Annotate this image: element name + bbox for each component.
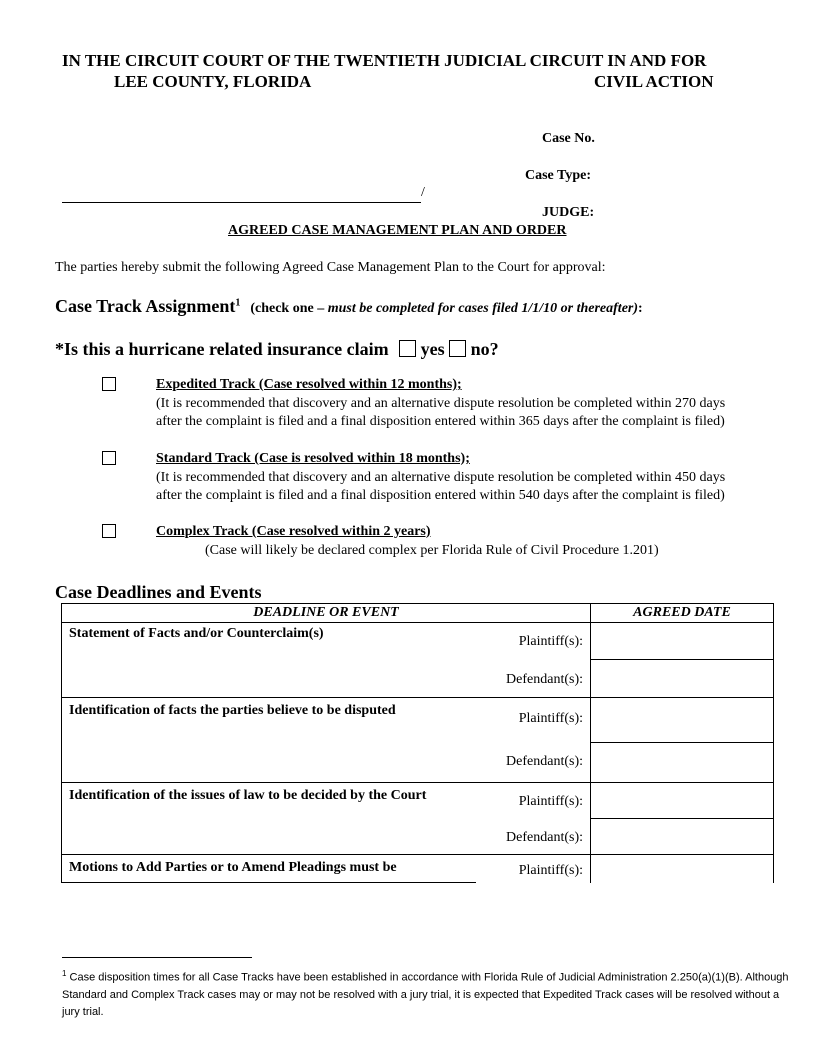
case-number-label: Case No.	[542, 131, 595, 146]
hurricane-yes-checkbox[interactable]	[399, 340, 416, 357]
date-divider-2	[590, 742, 774, 743]
footnote-number: 1	[62, 969, 67, 978]
row1-defendant-label: Defendant(s):	[506, 672, 583, 687]
hurricane-no-checkbox[interactable]	[449, 340, 466, 357]
date-divider-3	[590, 818, 774, 819]
row4-plaintiff-label: Plaintiff(s):	[518, 863, 583, 878]
expedited-track-title: Expedited Track (Case resolved within 12 months);	[156, 377, 462, 392]
row2-defendant-label: Defendant(s):	[506, 754, 583, 769]
row3-plaintiff-date[interactable]	[592, 784, 772, 817]
court-header-line1: IN THE CIRCUIT COURT OF THE TWENTIETH JUDICIAL CIRCUIT IN AND FOR	[62, 51, 707, 70]
track-note-prefix: (check one –	[250, 301, 328, 316]
column-header-date: AGREED DATE	[633, 605, 731, 620]
row-border-4	[61, 882, 476, 883]
complex-track-checkbox[interactable]	[102, 524, 116, 538]
document-title: AGREED CASE MANAGEMENT PLAN AND ORDER	[228, 223, 567, 238]
table-header-border	[61, 622, 774, 623]
expedited-track-description: (It is recommended that discovery and an alternative dispute resolution be completed within 270 days after the complaint is filed and a final disposition entered within 365 days after the complaint is filed)	[156, 396, 726, 429]
row2-plaintiff-date[interactable]	[592, 699, 772, 741]
complex-track-title: Complex Track (Case resolved within 2 years)	[156, 524, 431, 539]
row-border-1	[61, 697, 774, 698]
row4-plaintiff-date[interactable]	[592, 856, 772, 882]
caption-slash: /	[421, 185, 425, 200]
footnote	[62, 965, 797, 1021]
track-note-italic: must be completed for cases filed 1/1/10 or thereafter)	[327, 301, 639, 316]
hurricane-question	[55, 339, 499, 360]
table-top-border	[61, 603, 774, 604]
row-label-issues-of-law: Identification of the issues of law to be decided by the Court	[69, 788, 427, 803]
row3-defendant-label: Defendant(s):	[506, 830, 583, 845]
complex-track-description: (Case will likely be declared complex per Florida Rule of Civil Procedure 1.201)	[205, 543, 659, 558]
standard-track-title: Standard Track (Case is resolved within 18 months);	[156, 451, 470, 466]
date-divider-1	[590, 659, 774, 660]
case-type-label: Case Type:	[525, 168, 591, 183]
judge-label: JUDGE:	[542, 205, 595, 220]
footnote-separator	[62, 957, 252, 958]
track-assignment-title: Case Track Assignment	[55, 296, 236, 316]
column-header-event: DEADLINE OR EVENT	[253, 605, 399, 620]
hurricane-yes-label: yes	[420, 339, 445, 359]
hurricane-no-label: no?	[470, 339, 499, 359]
court-header-action: CIVIL ACTION	[594, 72, 714, 91]
standard-track-description: (It is recommended that discovery and an alternative dispute resolution be completed within 450 days after the complaint is filed and a final disposition entered within 540 days after the complaint is filed)	[156, 470, 726, 503]
row3-defendant-date[interactable]	[592, 820, 772, 853]
track-assignment-heading	[55, 296, 643, 317]
standard-track-checkbox[interactable]	[102, 451, 116, 465]
row2-plaintiff-label: Plaintiff(s):	[518, 711, 583, 726]
row-label-motions-to-add-parties: Motions to Add Parties or to Amend Pleadings must be	[69, 860, 397, 875]
row1-defendant-date[interactable]	[592, 661, 772, 696]
party-caption-line	[62, 202, 421, 203]
footnote-ref: 1	[235, 297, 241, 309]
table-left-border	[61, 603, 62, 883]
footnote-text: Case disposition times for all Case Tracks have been established in accordance with Florida Rule of Judicial Administration 2.250(a)(1)(B). Although Standard and Complex Track cases may or may not be resolved with a jury trial, it is expected that Expedited Track cases will be resolved without a jury trial.	[62, 971, 789, 1018]
hurricane-question-text: *Is this a hurricane related insurance claim	[55, 339, 389, 359]
table-right-border	[773, 603, 774, 883]
row-label-statement-of-facts: Statement of Facts and/or Counterclaim(s)	[69, 626, 324, 641]
row-border-3	[61, 854, 774, 855]
row-border-2	[61, 782, 774, 783]
row3-plaintiff-label: Plaintiff(s):	[518, 794, 583, 809]
deadlines-heading: Case Deadlines and Events	[55, 582, 262, 602]
row-label-disputed-facts: Identification of facts the parties believe to be disputed	[69, 703, 396, 718]
expedited-track-checkbox[interactable]	[102, 377, 116, 391]
track-note-suffix: :	[638, 301, 643, 316]
row2-defendant-date[interactable]	[592, 744, 772, 781]
row1-plaintiff-label: Plaintiff(s):	[518, 634, 583, 649]
intro-text: The parties hereby submit the following Agreed Case Management Plan to the Court for approval:	[55, 260, 606, 275]
row1-plaintiff-date[interactable]	[592, 624, 772, 658]
court-header-county: LEE COUNTY, FLORIDA	[114, 72, 312, 91]
table-mid-border	[590, 603, 591, 883]
